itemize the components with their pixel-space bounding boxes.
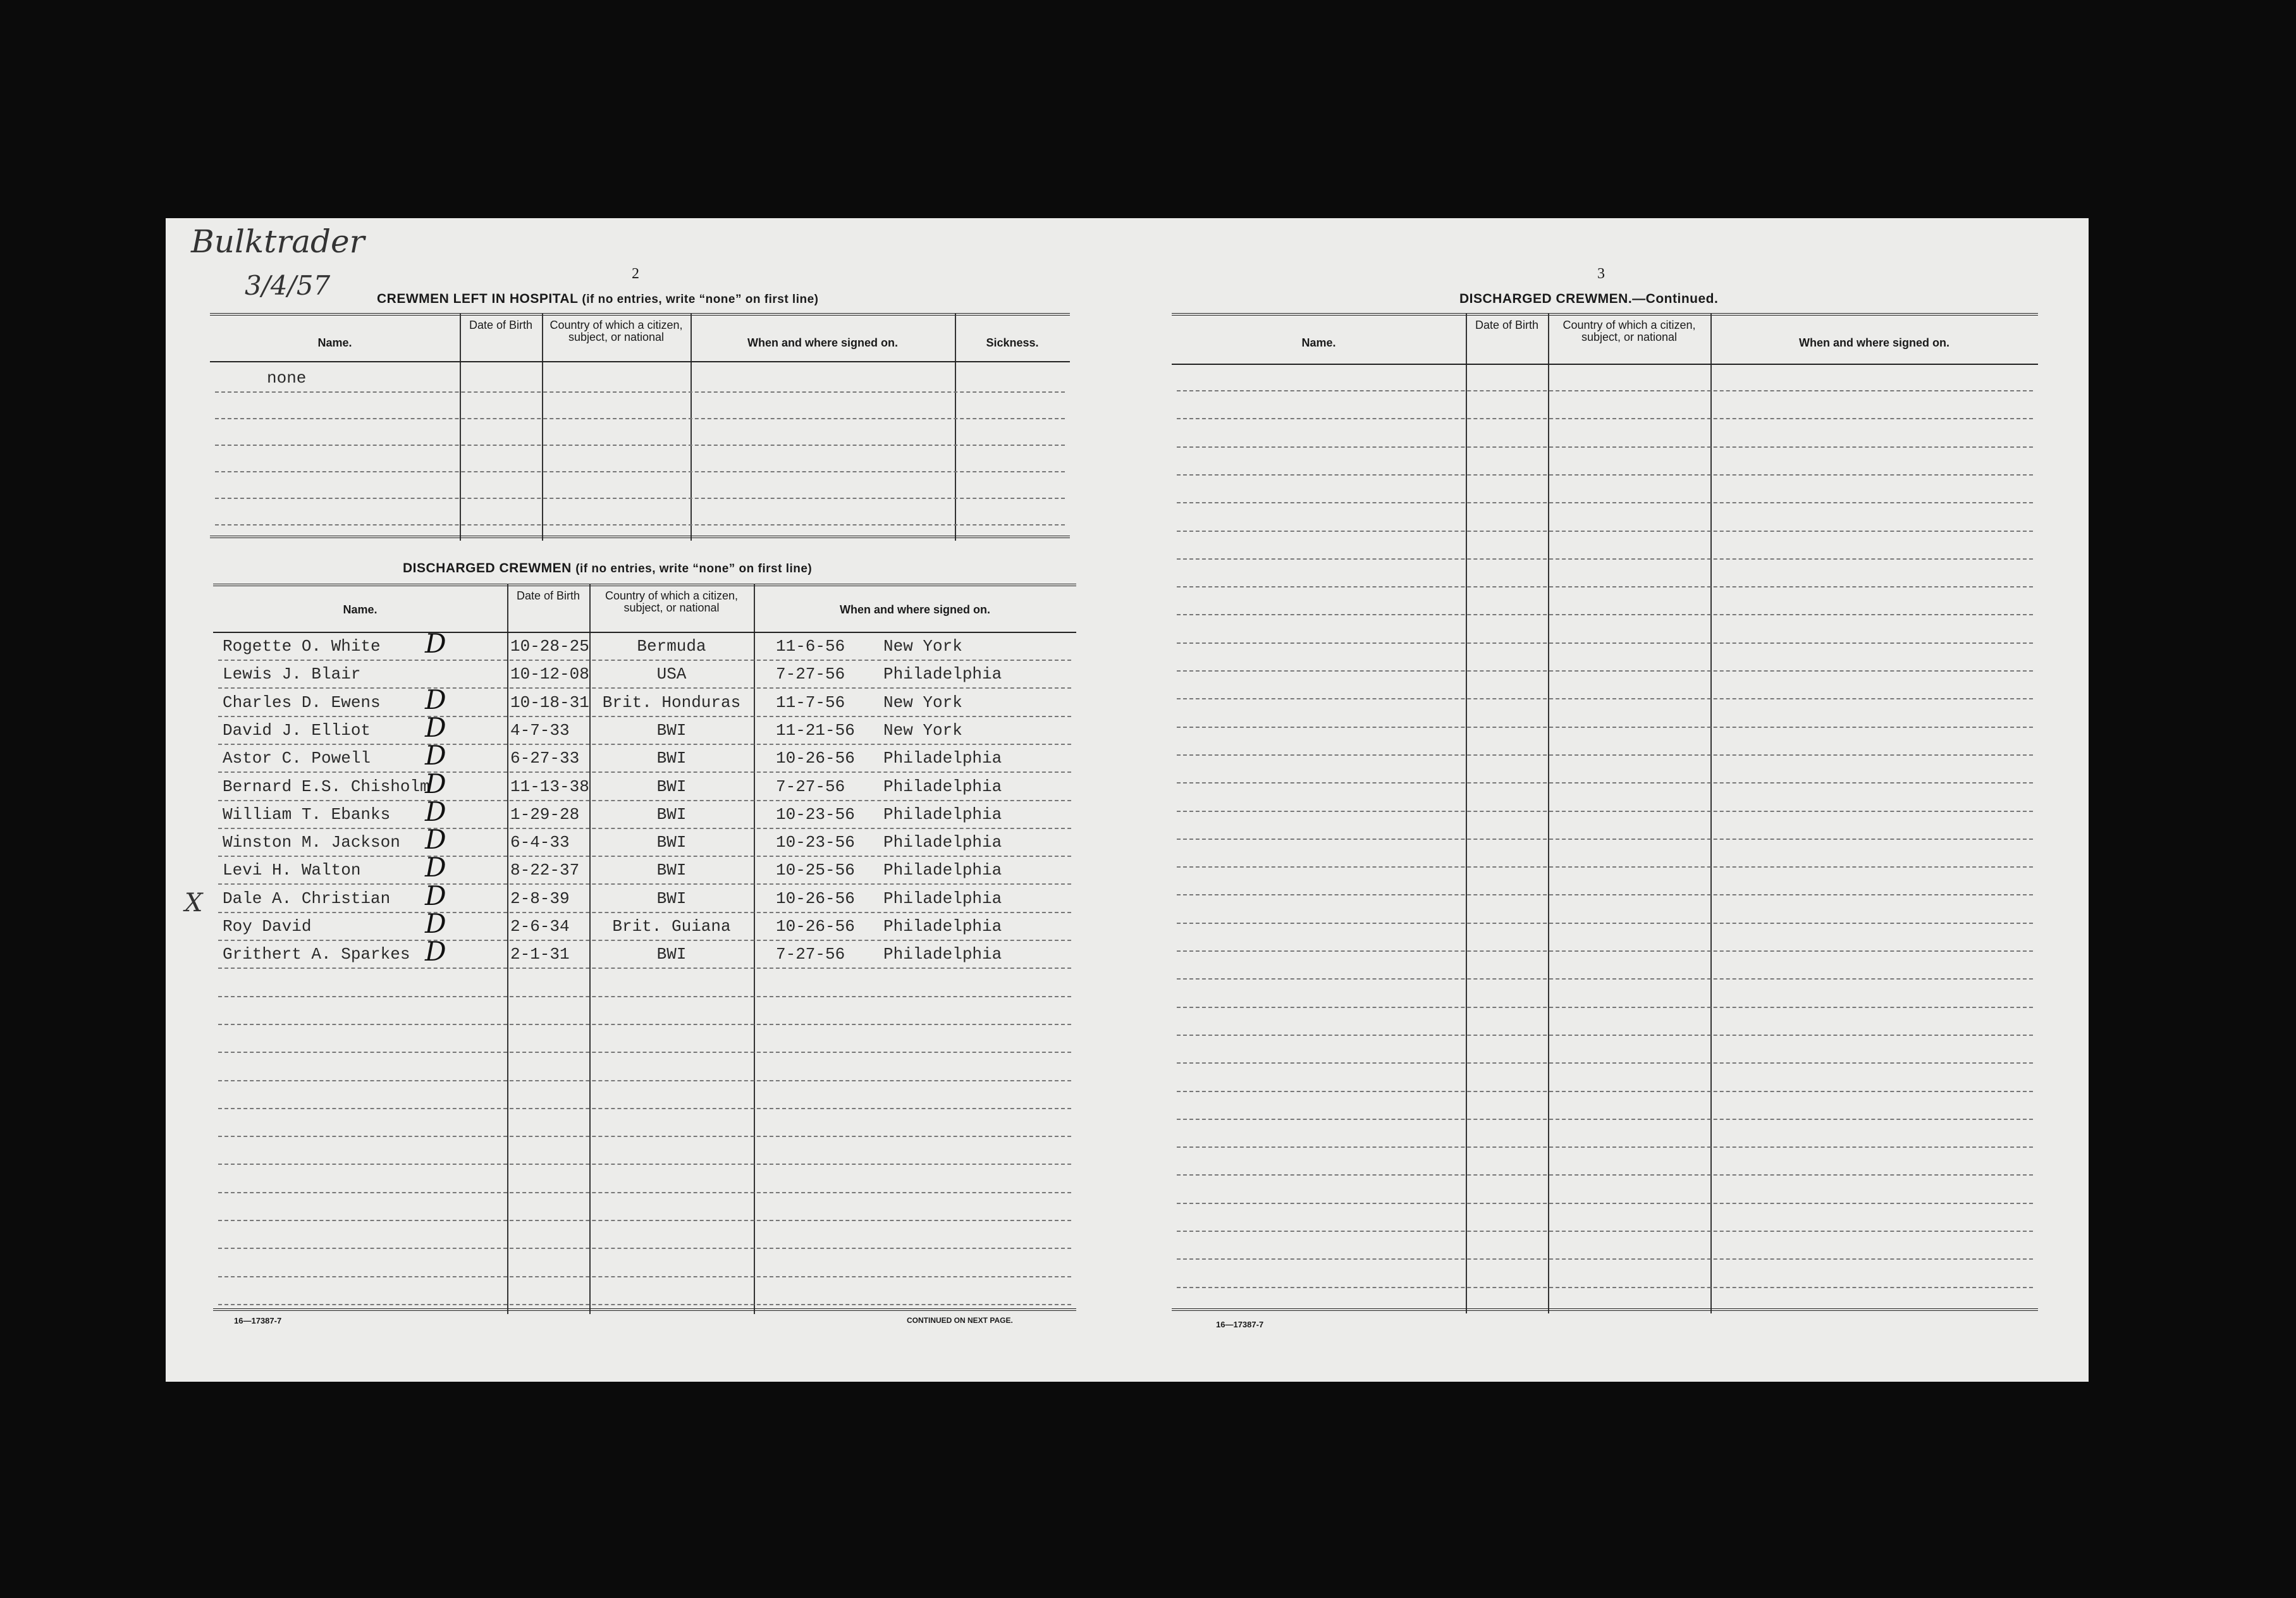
header-signed: When and where signed on. (747, 336, 899, 349)
table-bottom-rule (1172, 1308, 2038, 1311)
crew-signed-date: 7-27-56 (776, 945, 845, 964)
column-divider (460, 313, 461, 541)
row-line (1177, 1091, 2033, 1092)
crew-signed-place: Philadelphia (883, 888, 1002, 908)
hospital-section-title (377, 292, 818, 307)
form-number: 16—17387-7 (234, 1316, 282, 1325)
row-line (1177, 923, 2033, 924)
right-section-title: DISCHARGED CREWMEN.—Continued. (1459, 292, 1719, 306)
row-line (218, 1220, 1071, 1221)
crew-country: BWI (656, 833, 687, 852)
row-line (1177, 754, 2033, 756)
discharge-mark: D (425, 880, 446, 911)
crew-name: Bernard E.S. Chisholm (223, 777, 430, 796)
row-line (1177, 390, 2033, 391)
row-line (1177, 642, 2033, 644)
row-line (1177, 474, 2033, 476)
column-divider (1548, 313, 1549, 1313)
discharged-continued-table (1172, 313, 2038, 1313)
page-number: 2 (632, 266, 639, 282)
crew-dob: 10-18-31 (510, 692, 589, 712)
crew-country: BWI (656, 777, 687, 796)
vessel-name-handwritten: Bulktrader (191, 223, 365, 260)
header-dob: Date of Birth (1475, 319, 1539, 331)
row-line (1177, 1035, 2033, 1036)
row-line (215, 418, 1065, 419)
hospital-table (210, 313, 1070, 541)
row-line (1177, 782, 2033, 784)
header-country: Country of which a citizen, subject, or national (1562, 319, 1696, 343)
discharge-mark: D (425, 796, 446, 827)
header-signed: When and where signed on. (1798, 336, 1950, 349)
table-bottom-rule (210, 536, 1070, 538)
row-line (1177, 698, 2033, 699)
crew-signed-date: 10-25-56 (776, 861, 855, 880)
crew-name: Dale A. Christian (223, 888, 391, 908)
crew-name: Levi H. Walton (223, 861, 361, 880)
date-handwritten: 3/4/57 (245, 270, 331, 301)
crew-signed-place: Philadelphia (883, 861, 1002, 880)
crew-country: Bermuda (637, 637, 706, 656)
crew-name: David J. Elliot (223, 720, 371, 740)
discharge-mark: D (425, 852, 446, 883)
row-line (1177, 1174, 2033, 1176)
row-line (218, 968, 1071, 969)
right-page (1127, 218, 2089, 1382)
table-top-rule (210, 313, 1070, 316)
row-line (218, 800, 1071, 801)
crew-dob: 10-12-08 (510, 665, 589, 684)
row-line (218, 1276, 1071, 1277)
crew-name: Rogette O. White (223, 637, 381, 656)
crew-signed-date: 10-26-56 (776, 917, 855, 936)
left-page (166, 218, 1127, 1382)
crew-signed-date: 11-21-56 (776, 720, 855, 740)
header-rule (213, 632, 1076, 633)
discharge-mark: D (425, 824, 446, 856)
crew-signed-place: Philadelphia (883, 749, 1002, 768)
row-line (1177, 727, 2033, 728)
crew-dob: 11-13-38 (510, 777, 589, 796)
crew-signed-date: 7-27-56 (776, 777, 845, 796)
row-line (1177, 1203, 2033, 1204)
crew-dob: 1-29-28 (510, 804, 580, 824)
row-line (215, 471, 1065, 472)
row-line (218, 1136, 1071, 1137)
column-divider (507, 584, 508, 1314)
crew-dob: 6-27-33 (510, 749, 580, 768)
discharge-mark: D (425, 908, 446, 939)
column-divider (754, 584, 755, 1314)
crew-name: Lewis J. Blair (223, 665, 361, 684)
row-line (218, 1164, 1071, 1165)
crew-signed-place: Philadelphia (883, 777, 1002, 796)
crew-name: Charles D. Ewens (223, 692, 381, 712)
row-line (1177, 1146, 2033, 1148)
row-line (1177, 1007, 2033, 1008)
table-top-rule (213, 584, 1076, 586)
discharge-mark: D (425, 711, 446, 743)
crew-signed-date: 10-23-56 (776, 804, 855, 824)
row-line (218, 996, 1071, 997)
crew-country: BWI (656, 749, 687, 768)
crew-signed-date: 11-6-56 (776, 637, 845, 656)
row-line (1177, 670, 2033, 672)
row-line (218, 771, 1071, 773)
crew-name: Grithert A. Sparkes (223, 945, 410, 964)
crew-signed-date: 7-27-56 (776, 665, 845, 684)
row-line (1177, 586, 2033, 587)
crew-dob: 8-22-37 (510, 861, 580, 880)
row-line (1177, 1231, 2033, 1232)
column-divider (542, 313, 543, 541)
discharged-table (213, 584, 1076, 1314)
column-divider (589, 584, 591, 1314)
row-line (1177, 502, 2033, 503)
row-line (1177, 418, 2033, 419)
crew-name: Astor C. Powell (223, 749, 371, 768)
row-line (218, 883, 1071, 885)
crew-signed-date: 10-26-56 (776, 749, 855, 768)
crew-signed-place: New York (883, 637, 962, 656)
row-line (215, 445, 1065, 446)
row-line (218, 660, 1071, 661)
row-line (218, 1108, 1071, 1109)
header-name: Name. (1301, 336, 1336, 349)
row-line (1177, 1287, 2033, 1288)
crew-signed-place: New York (883, 692, 962, 712)
form-number: 16—17387-7 (1216, 1320, 1264, 1329)
hospital-title: CREWMEN LEFT IN HOSPITAL (377, 292, 579, 306)
crew-name: William T. Ebanks (223, 804, 391, 824)
continued-note: CONTINUED ON NEXT PAGE. (907, 1316, 1013, 1325)
crew-country: BWI (656, 804, 687, 824)
row-line (1177, 950, 2033, 952)
row-line (218, 1052, 1071, 1053)
header-name: Name. (343, 603, 378, 616)
row-line (218, 1192, 1071, 1193)
crew-dob: 4-7-33 (510, 720, 570, 740)
crew-dob: 2-8-39 (510, 888, 570, 908)
row-line (215, 498, 1065, 499)
crew-country: BWI (656, 888, 687, 908)
row-line (1177, 531, 2033, 532)
crew-signed-place: Philadelphia (883, 833, 1002, 852)
crew-signed-place: Philadelphia (883, 665, 1002, 684)
crew-signed-place: Philadelphia (883, 945, 1002, 964)
row-line (218, 1304, 1071, 1305)
row-line (1177, 614, 2033, 615)
row-line (218, 687, 1071, 689)
discharge-mark: D (425, 740, 446, 771)
crew-country: BWI (656, 945, 687, 964)
crew-country: BWI (656, 720, 687, 740)
row-line (218, 940, 1071, 941)
crew-signed-date: 10-23-56 (776, 833, 855, 852)
row-line (218, 828, 1071, 829)
row-line (218, 1080, 1071, 1081)
header-rule (210, 361, 1070, 362)
row-line (218, 744, 1071, 745)
header-country: Country of which a citizen, subject, or national (549, 319, 683, 343)
crew-signed-place: New York (883, 720, 962, 740)
row-line (215, 524, 1065, 525)
crew-signed-place: Philadelphia (883, 917, 1002, 936)
table-bottom-rule (213, 1308, 1076, 1311)
crew-country: Brit. Guiana (612, 917, 731, 936)
row-line (1177, 1258, 2033, 1260)
row-line (218, 912, 1071, 913)
row-line (1177, 446, 2033, 448)
discharge-mark: D (425, 684, 446, 715)
header-country: Country of which a citizen, subject, or national (605, 589, 739, 614)
row-line (1177, 1062, 2033, 1064)
header-signed: When and where signed on. (839, 603, 991, 616)
row-line (218, 1024, 1071, 1025)
header-rule (1172, 364, 2038, 365)
row-x-mark: X (185, 888, 203, 918)
crew-dob: 2-1-31 (510, 945, 570, 964)
row-line (1177, 894, 2033, 895)
row-line (1177, 1119, 2033, 1120)
crew-signed-date: 11-7-56 (776, 692, 845, 712)
crew-country: USA (656, 665, 687, 684)
row-line (1177, 866, 2033, 868)
table-top-rule (1172, 313, 2038, 316)
crew-name: Roy David (223, 917, 312, 936)
crew-dob: 2-6-34 (510, 917, 570, 936)
row-line (218, 1248, 1071, 1249)
crew-name: Winston M. Jackson (223, 833, 400, 852)
crew-signed-place: Philadelphia (883, 804, 1002, 824)
discharge-mark: D (425, 768, 446, 799)
crew-dob: 10-28-25 (510, 637, 589, 656)
row-line (1177, 978, 2033, 980)
crew-country: BWI (656, 861, 687, 880)
discharge-mark: D (425, 936, 446, 968)
discharged-title: DISCHARGED CREWMEN (403, 561, 572, 575)
header-dob: Date of Birth (469, 319, 533, 331)
header-name: Name. (317, 336, 352, 349)
crew-dob: 6-4-33 (510, 833, 570, 852)
discharge-mark: D (425, 628, 446, 659)
discharged-title-note: (if no entries, write “none” on first line) (575, 562, 813, 575)
row-line (215, 391, 1065, 393)
row-line (1177, 839, 2033, 840)
column-divider (1466, 313, 1467, 1313)
page-number: 3 (1597, 266, 1605, 282)
header-dob: Date of Birth (516, 589, 580, 602)
header-sickness: Sickness. (986, 336, 1039, 349)
column-divider (1710, 313, 1712, 1313)
crew-signed-date: 10-26-56 (776, 888, 855, 908)
hospital-title-note: (if no entries, write “none” on first line) (582, 293, 819, 306)
row-line (218, 856, 1071, 857)
row-line (1177, 558, 2033, 560)
row-line (1177, 811, 2033, 812)
first-entry: none (267, 369, 307, 388)
crew-country: Brit. Honduras (602, 692, 741, 712)
discharged-section-title (403, 561, 812, 576)
row-line (218, 716, 1071, 717)
